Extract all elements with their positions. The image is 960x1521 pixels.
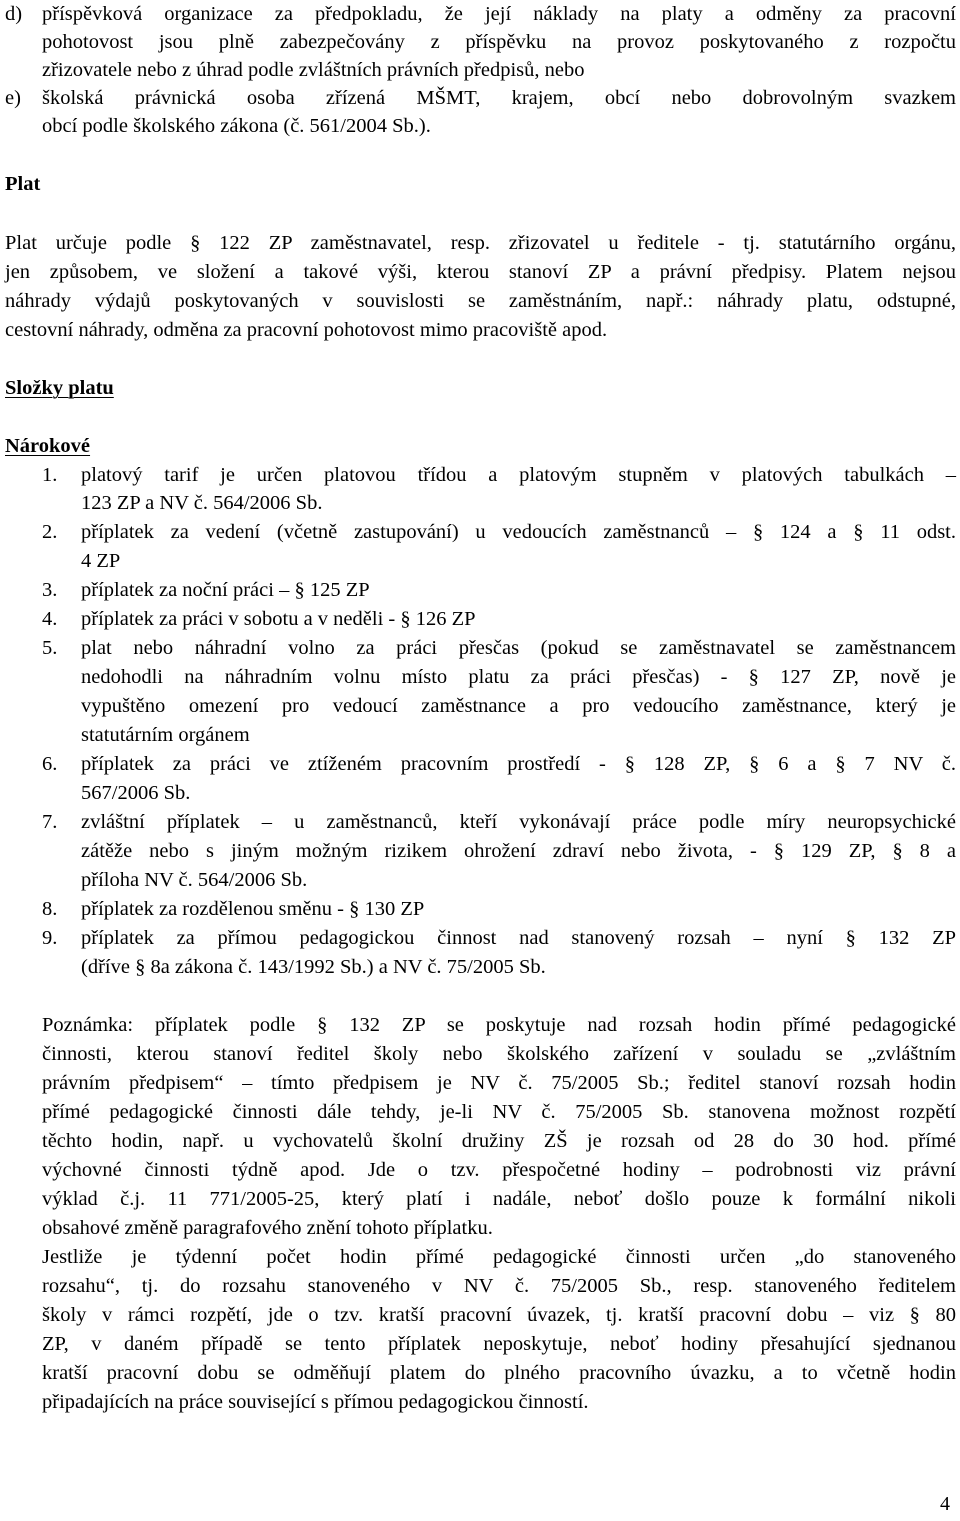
poznamka-line-8: obsahové změně paragrafového znění tohoto příplatku. xyxy=(42,1217,493,1239)
list-item-5-line-4: statutárním orgánem xyxy=(81,724,250,746)
list-number-6: 6. xyxy=(42,753,58,775)
list-number-1: 1. xyxy=(42,464,58,486)
poznamka-line-9: Jestliže je týdenní počet hodin přímé pedagogické činnosti určen „do stanoveného xyxy=(42,1246,956,1268)
list-item-4-line-1: příplatek za práci v sobotu a v neděli - § 126 ZP xyxy=(81,608,476,630)
plat-line-4: cestovní náhrady, odměna za pracovní pohotovost mimo pracoviště apod. xyxy=(5,319,608,341)
list-item-3-line-1: příplatek za noční práci – § 125 ZP xyxy=(81,579,370,601)
plat-line-1: Plat určuje podle § 122 ZP zaměstnavatel, resp. zřizovatel u ředitele - tj. statutárního orgánu, xyxy=(5,232,956,254)
list-number-2: 2. xyxy=(42,521,58,543)
poznamka-line-10: rozsahu“, tj. do rozsahu stanoveného v NV č. 75/2005 Sb., resp. stanoveného ředitelem xyxy=(42,1275,956,1297)
poznamka-line-4: přímé pedagogické činnosti dále tehdy, je-li NV č. 75/2005 Sb. stanovena možnost rozpětí xyxy=(42,1101,956,1123)
list-number-7: 7. xyxy=(42,811,58,833)
poznamka-line-6: výchovné činnosti týdně apod. Jde o tzv. přespočetné hodiny – podrobnosti viz právní xyxy=(42,1159,956,1181)
poznamka-line-1: Poznámka: příplatek podle § 132 ZP se poskytuje nad rozsah hodin přímé pedagogické xyxy=(42,1014,956,1036)
list-item-5-line-1: plat nebo náhradní volno za práci přesčas (pokud se zaměstnavatel se zaměstnancem xyxy=(81,637,956,659)
list-item-7-line-2: zátěže nebo s jiným možným rizikem ohrožení zdraví nebo života, - § 129 ZP, § 8 a xyxy=(81,840,956,862)
poznamka-line-11: školy v rámci rozpětí, jde o tzv. kratší pracovní úvazek, tj. kratší pracovní dobu – viz § 80 xyxy=(42,1304,956,1326)
subheading-narokove: Nárokové xyxy=(5,435,91,457)
poznamka-line-14: připadajících na práce související s přímou pedagogickou činností. xyxy=(42,1391,589,1413)
list-number-4: 4. xyxy=(42,608,58,630)
list-item-6-line-1: příplatek za práci ve ztíženém pracovním prostředí - § 128 ZP, § 6 a § 7 NV č. xyxy=(81,753,956,775)
list-item-7-line-3: příloha NV č. 564/2006 Sb. xyxy=(81,869,308,891)
poznamka-line-12: ZP, v daném případě se tento příplatek neposkytuje, neboť hodiny přesahující sjednanou xyxy=(42,1333,956,1355)
section-heading-plat: Plat xyxy=(5,173,41,195)
list-marker-e: e) xyxy=(5,87,21,109)
section-heading-slozky-platu: Složky platu xyxy=(5,377,114,399)
poznamka-line-3: právním předpisem“ – tímto předpisem je NV č. 75/2005 Sb.; ředitel stanoví rozsah hodin xyxy=(42,1072,956,1094)
list-item-8-line-1: příplatek za rozdělenou směnu - § 130 ZP xyxy=(81,898,425,920)
list-item-5-line-3: vypuštěno omezení pro vedoucí zaměstnance a pro vedoucího zaměstnance, který je xyxy=(81,695,956,717)
poznamka-line-2: činnosti, kterou stanoví ředitel školy nebo školského zařízení v souladu se „zvláštním xyxy=(42,1043,956,1065)
list-number-3: 3. xyxy=(42,579,58,601)
plat-line-3: náhrady výdajů poskytovaných v souvislosti se zaměstnáním, např.: náhrady platu, odstupné, xyxy=(5,290,956,312)
list-number-5: 5. xyxy=(42,637,58,659)
list-item-7-line-1: zvláštní příplatek – u zaměstnanců, kteří vykonávají práce podle míry neuropsychické xyxy=(81,811,956,833)
item-d-line-2: pohotovost jsou plně zabezpečovány z příspěvku na provoz poskytovaného z rozpočtu xyxy=(42,31,956,53)
list-item-9-line-2: (dříve § 8a zákona č. 143/1992 Sb.) a NV č. 75/2005 Sb. xyxy=(81,956,546,978)
list-item-6-line-2: 567/2006 Sb. xyxy=(81,782,191,804)
poznamka-line-5: těchto hodin, např. u vychovatelů školní družiny ZŠ je rozsah od 28 do 30 hod. přímé xyxy=(42,1130,956,1152)
list-number-9: 9. xyxy=(42,927,58,949)
list-item-2-line-2: 4 ZP xyxy=(81,550,121,572)
list-marker-d: d) xyxy=(5,3,23,25)
list-item-1-line-2: 123 ZP a NV č. 564/2006 Sb. xyxy=(81,492,323,514)
list-item-1-line-1: platový tarif je určen platovou třídou a platovým stupněm v platových tabulkách – xyxy=(81,464,956,486)
item-d-line-1: příspěvková organizace za předpokladu, že její náklady na platy a odměny za pracovní xyxy=(42,3,956,25)
page-number: 4 xyxy=(940,1493,950,1515)
list-item-9-line-1: příplatek za přímou pedagogickou činnost nad stanovený rozsah – nyní § 132 ZP xyxy=(81,927,956,949)
item-e-line-2: obcí podle školského zákona (č. 561/2004 Sb.). xyxy=(42,115,431,137)
list-number-8: 8. xyxy=(42,898,58,920)
item-e-line-1: školská právnická osoba zřízená MŠMT, krajem, obcí nebo dobrovolným svazkem xyxy=(42,87,956,109)
plat-line-2: jen způsobem, ve složení a takové výši, kterou stanoví ZP a právní předpisy. Platem nejsou xyxy=(5,261,956,283)
list-item-5-line-2: nedohodli na náhradním volnu místo platu za práci přesčas) - § 127 ZP, nově je xyxy=(81,666,956,688)
list-item-2-line-1: příplatek za vedení (včetně zastupování) u vedoucích zaměstnanců – § 124 a § 11 odst. xyxy=(81,521,956,543)
item-d-line-3: zřizovatele nebo z úhrad podle zvláštních právních předpisů, nebo xyxy=(42,59,585,81)
poznamka-line-7: výklad č.j. 11 771/2005-25, který platí i nadále, neboť došlo pouze k formální nikoli xyxy=(42,1188,956,1210)
poznamka-line-13: kratší pracovní dobu se odměňují platem do plného pracovního úvazku, a to včetně hodin xyxy=(42,1362,956,1384)
